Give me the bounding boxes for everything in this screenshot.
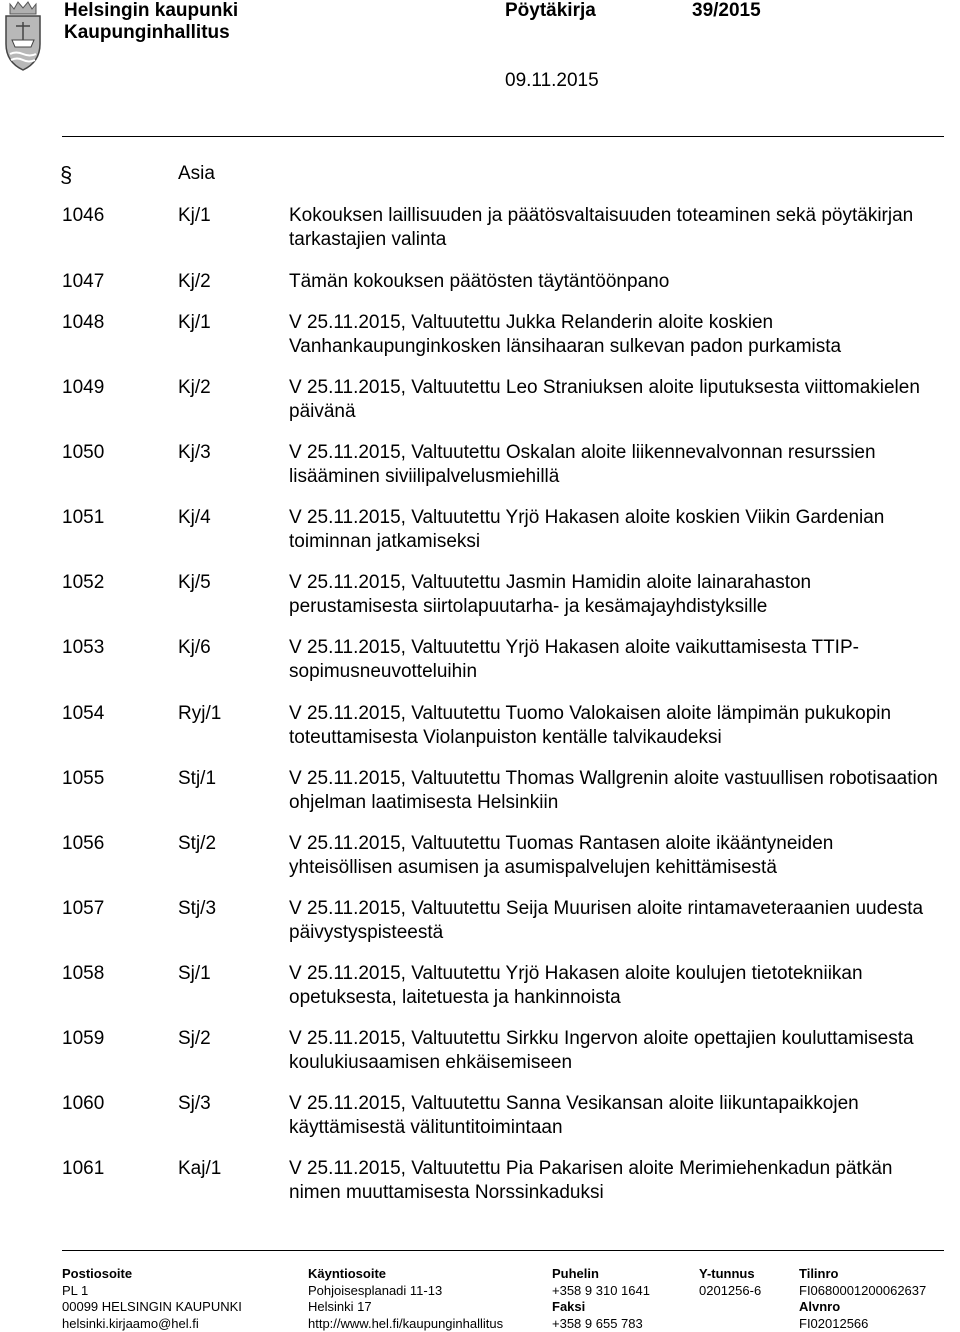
header-divider — [62, 136, 944, 137]
agenda-item-number: 1055 — [62, 768, 105, 789]
agenda-item-title: Tämän kokouksen päätösten täytäntöönpano — [289, 271, 670, 292]
agenda-item-title: V 25.11.2015, Valtuutettu Yrjö Hakasen aloite koskien Viikin Gardenian toiminnan jatkamiseksi — [289, 507, 885, 552]
agenda-item-title: V 25.11.2015, Valtuutettu Jasmin Hamidin aloite lainarahaston perustamisesta siirtolapuutarha- ja kesämajayhdistyksille — [289, 572, 812, 617]
agenda-item-code: Kj/4 — [178, 507, 211, 528]
page-number: 39/2015 — [692, 0, 761, 21]
footer-website-link[interactable]: http://www.hel.fi/kaupunginhallitus — [308, 1315, 504, 1331]
meeting-date: 09.11.2015 — [505, 70, 599, 91]
agenda-item-number: 1054 — [62, 703, 105, 724]
footer-fax-value: +358 9 655 783 — [552, 1315, 643, 1331]
agenda-item-code: Sj/3 — [178, 1093, 211, 1114]
agenda-item-number: 1057 — [62, 898, 105, 919]
agenda-item-number: 1052 — [62, 572, 105, 593]
table-heading: Asia — [178, 163, 215, 184]
footer-postal-label: Postiosoite — [62, 1266, 133, 1281]
agenda-item-title: V 25.11.2015, Valtuutettu Seija Muurisen aloite rintamaveteraanien uudesta päivystyspisteestä — [289, 898, 924, 943]
helsinki-coat-of-arms-icon — [0, 0, 46, 74]
agenda-item-code: Kaj/1 — [178, 1158, 222, 1179]
footer-ytunnus-value: 0201256-6 — [699, 1282, 762, 1298]
agenda-item-number: 1046 — [62, 205, 105, 226]
agenda-item-code: Kj/1 — [178, 312, 211, 333]
footer-divider — [62, 1250, 944, 1251]
agenda-item-number: 1053 — [62, 637, 105, 658]
agenda-item-title: V 25.11.2015, Valtuutettu Thomas Wallgrenin aloite vastuullisen robotisaation ohjelman laatimisesta Helsinkiin — [289, 768, 938, 813]
agenda-item-title: V 25.11.2015, Valtuutettu Jukka Relanderin aloite koskien Vanhankaupunginkosken länsihaaran sulkevan padon purkamista — [289, 312, 842, 357]
footer-visit-label: Käyntiosoite — [308, 1266, 387, 1281]
agenda-item-code: Kj/6 — [178, 637, 211, 658]
agenda-item-number: 1051 — [62, 507, 105, 528]
agenda-item-title: V 25.11.2015, Valtuutettu Oskalan aloite liikennevalvonnan resurssien lisääminen siviilipalvelusmiehillä — [289, 442, 876, 487]
agenda-item-number: 1061 — [62, 1158, 105, 1179]
agenda-item-number: 1050 — [62, 442, 105, 463]
footer-fax-label: Faksi — [552, 1299, 586, 1314]
agenda-item-code: Sj/2 — [178, 1028, 211, 1049]
agenda-item-number: 1058 — [62, 963, 105, 984]
footer-postal-line: PL 1 — [62, 1282, 89, 1298]
agenda-item-code: Kj/3 — [178, 442, 211, 463]
agenda-item-title: V 25.11.2015, Valtuutettu Sirkku Ingervon aloite opettajien kouluttamisesta koulukiusaamisen ehkäisemiseen — [289, 1028, 914, 1073]
agenda-item-code: Kj/5 — [178, 572, 211, 593]
footer-visit — [308, 1266, 503, 1332]
agenda-item-number: 1048 — [62, 312, 105, 333]
document-type: Pöytäkirja — [505, 0, 596, 21]
agenda-item-code: Stj/3 — [178, 898, 217, 919]
footer-ytunnus-label: Y-tunnus — [699, 1266, 755, 1281]
footer-alv-label: Alvnro — [799, 1299, 841, 1314]
footer-postal — [62, 1266, 242, 1332]
footer-visit-line: Pohjoisesplanadi 11-13 — [308, 1282, 443, 1298]
agenda-item-number: 1049 — [62, 377, 105, 398]
agenda-item-title: V 25.11.2015, Valtuutettu Pia Pakarisen aloite Merimiehenkadun pätkän nimen muuttamisesta Norssinkaduksi — [289, 1158, 893, 1203]
council-name: Kaupunginhallitus — [64, 22, 230, 43]
footer-ytunnus — [699, 1266, 761, 1299]
footer-account-value: FI0680001200062637 — [799, 1282, 927, 1298]
agenda-item-title: Kokouksen laillisuuden ja päätösvaltaisuuden toteaminen sekä pöytäkirjan tarkastajien valinta — [289, 205, 914, 250]
agenda-item-code: Stj/1 — [178, 768, 217, 789]
agenda-item-number: 1056 — [62, 833, 105, 854]
agenda-item-title: V 25.11.2015, Valtuutettu Yrjö Hakasen aloite koulujen tietotekniikan opetuksesta, laitetuesta ja hankinnoista — [289, 963, 863, 1008]
footer-phone — [552, 1266, 650, 1332]
footer-email[interactable]: helsinki.kirjaamo@hel.fi — [62, 1315, 199, 1331]
footer-account-label: Tilinro — [799, 1266, 839, 1281]
agenda-item-code: Sj/1 — [178, 963, 211, 984]
agenda-item-number: 1059 — [62, 1028, 105, 1049]
footer-phone-value: +358 9 310 1641 — [552, 1282, 650, 1298]
agenda-item-code: Kj/2 — [178, 377, 211, 398]
agenda-item-number: 1047 — [62, 271, 105, 292]
footer-account — [799, 1266, 926, 1332]
agenda-item-code: Kj/1 — [178, 205, 211, 226]
footer — [62, 1266, 946, 1332]
footer-phone-label: Puhelin — [552, 1266, 599, 1281]
footer-postal-line: 00099 HELSINGIN KAUPUNKI — [62, 1299, 242, 1314]
org-name: Helsingin kaupunki — [64, 0, 239, 21]
agenda-item-title: V 25.11.2015, Valtuutettu Sanna Vesikansan aloite liikuntapaikkojen käyttämisestä välituntitoimintaan — [289, 1093, 859, 1138]
agenda-item-code: Stj/2 — [178, 833, 217, 854]
agenda-item-title: V 25.11.2015, Valtuutettu Leo Straniuksen aloite liputuksesta viittomakielen päivänä — [289, 377, 920, 422]
footer-visit-line: Helsinki 17 — [308, 1299, 372, 1314]
footer-alv-value: FI02012566 — [799, 1315, 869, 1331]
agenda-item-title: V 25.11.2015, Valtuutettu Tuomas Rantasen aloite ikääntyneiden yhteisöllisen asumisen ja asumispalvelujen kehittämisestä — [289, 833, 834, 878]
agenda-item-title: V 25.11.2015, Valtuutettu Tuomo Valokaisen aloite lämpimän pukukopin toteuttamisesta Violanpuiston kentälle talvikaudeksi — [289, 703, 892, 748]
agenda-item-number: 1060 — [62, 1093, 105, 1114]
agenda-item-code: Ryj/1 — [178, 703, 222, 724]
agenda-item-code: Kj/2 — [178, 271, 211, 292]
section-sign-icon: § — [60, 162, 73, 187]
agenda-item-title: V 25.11.2015, Valtuutettu Yrjö Hakasen aloite vaikuttamisesta TTIP-sopimusneuvotteluihin — [289, 637, 859, 682]
